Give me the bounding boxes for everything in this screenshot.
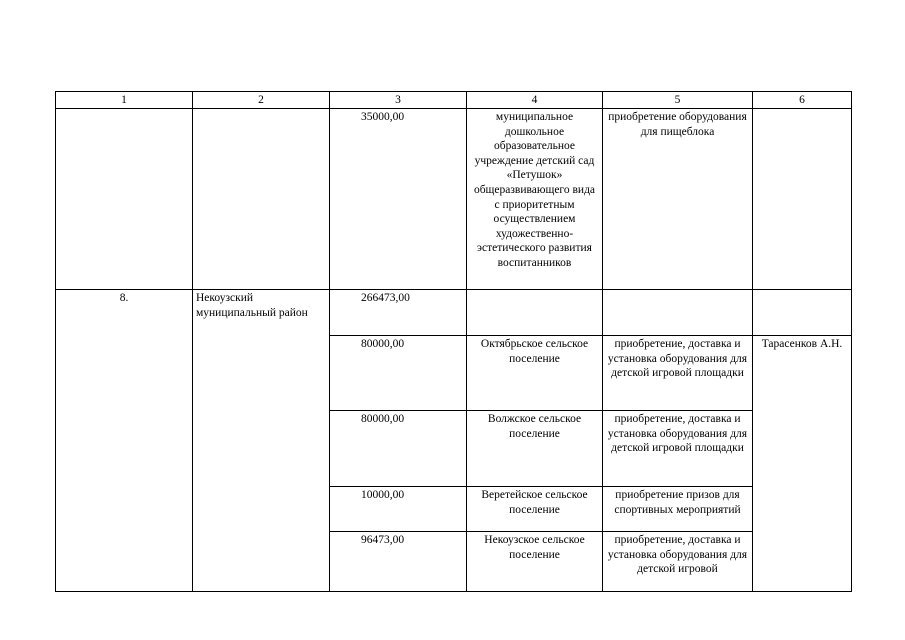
district-total: 266473,00 bbox=[330, 290, 467, 336]
district-number: 8. bbox=[56, 290, 193, 592]
recipient-cell: Октябрьское сельское поселение bbox=[467, 336, 603, 411]
purpose-cell: приобретение, доставка и установка оборудования для детской игровой площадки bbox=[603, 336, 753, 411]
district-total-row bbox=[56, 290, 852, 336]
header-cell: 3 bbox=[330, 92, 467, 109]
amount-cell: 80000,00 bbox=[330, 336, 467, 411]
continuation-row bbox=[56, 109, 852, 290]
amount-cell: 35000,00 bbox=[330, 109, 467, 290]
district-name: Некоузский муниципальный район bbox=[193, 290, 330, 592]
recipient-cell: Веретейское сельское поселение bbox=[467, 487, 603, 532]
header-cell: 2 bbox=[193, 92, 330, 109]
allocation-table bbox=[55, 91, 852, 592]
responsible-person: Тарасенков А.Н. bbox=[753, 336, 852, 592]
purpose-cell: приобретение оборудования для пищеблока bbox=[603, 109, 753, 290]
amount-cell: 96473,00 bbox=[330, 532, 467, 592]
header-cell: 5 bbox=[603, 92, 753, 109]
header-cell: 1 bbox=[56, 92, 193, 109]
header-cell: 4 bbox=[467, 92, 603, 109]
header-row bbox=[56, 92, 852, 109]
recipient-cell: Волжское сельское поселение bbox=[467, 411, 603, 487]
recipient-cell: муниципальное дошкольное образовательное учреждение детский сад «Петушок» общеразвивающего вида с приоритетным осуществлением художественно-эстетического развития воспитанников bbox=[467, 109, 603, 290]
amount-cell: 80000,00 bbox=[330, 411, 467, 487]
purpose-cell: приобретение призов для спортивных мероприятий bbox=[603, 487, 753, 532]
purpose-cell: приобретение, доставка и установка оборудования для детской игровой площадки bbox=[603, 411, 753, 487]
header-cell: 6 bbox=[753, 92, 852, 109]
recipient-cell: Некоузское сельское поселение bbox=[467, 532, 603, 592]
purpose-cell: приобретение, доставка и установка оборудования для детской игровой bbox=[603, 532, 753, 592]
amount-cell: 10000,00 bbox=[330, 487, 467, 532]
